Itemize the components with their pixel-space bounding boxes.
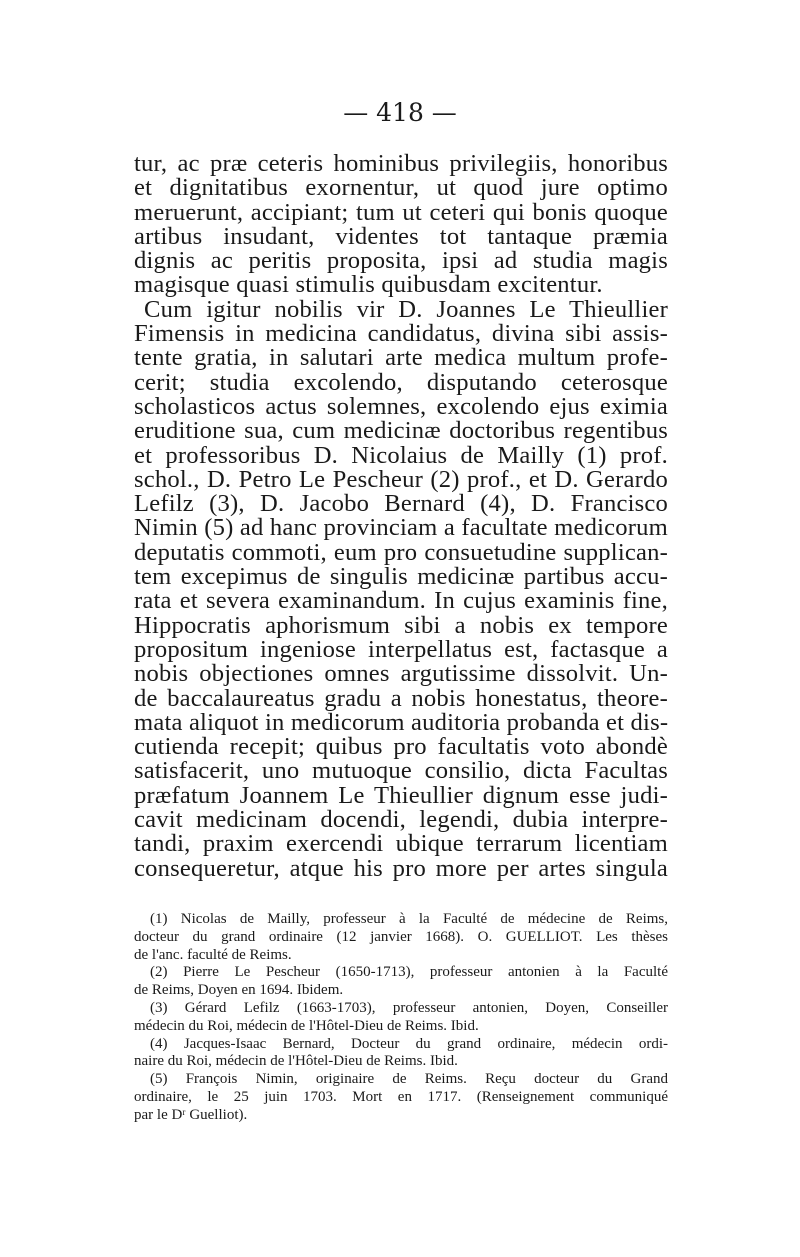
- body-line: meruerunt, accipiant; tum ut ceteri qui bonis quoque: [134, 198, 668, 226]
- footnote-line: de l'anc. faculté de Reims.: [134, 946, 292, 963]
- body-line: Cum igitur nobilis vir D. Joannes Le Thieullier: [144, 295, 668, 323]
- body-line: magisque quasi stimulis quibusdam excitentur.: [134, 271, 603, 299]
- body-line: Nimin (5) ad hanc provinciam a facultate medicorum: [134, 514, 668, 542]
- body-line: scholasticos actus solemnes, excolendo ejus eximia: [134, 392, 668, 420]
- footnote-line: (1) Nicolas de Mailly, professeur à la Faculté de médecine de Reims,: [150, 911, 668, 927]
- footnote-line: (4) Jacques-Isaac Bernard, Docteur du grand ordinaire, médecin ordi-: [150, 1035, 668, 1052]
- body-line: Hippocratis aphorismum sibi a nobis ex tempore: [134, 611, 668, 639]
- body-line: artibus insudant, videntes tot tantaque præmia: [134, 222, 668, 250]
- body-line: et professoribus D. Nicolaius de Mailly (1) prof.: [134, 441, 668, 469]
- body-line: satisfacerit, uno mutuoque consilio, dicta Facultas: [134, 757, 668, 785]
- body-line: tem excepimus de singulis medicinæ partibus accu-: [134, 563, 668, 591]
- body-line: eruditione sua, cum medicinæ doctoribus regentibus: [134, 417, 668, 445]
- body-line: mata aliquot in medicorum auditoria probanda et dis-: [134, 708, 669, 736]
- body-line: dignis ac peritis proposita, ipsi ad studia magis: [134, 247, 668, 275]
- body-line: præfatum Joannem Le Thieullier dignum esse judi-: [134, 781, 668, 809]
- body-line: consequeretur, atque his pro more per artes singula: [134, 854, 668, 882]
- body-line: tandi, praxim exercendi ubique terrarum licentiam: [134, 830, 668, 858]
- footnotes: [134, 911, 668, 1125]
- footnote-line: (2) Pierre Le Pescheur (1650-1713), professeur antonien à la Faculté: [150, 964, 668, 981]
- footnote-line: docteur du grand ordinaire (12 janvier 1668). O. GUELLIOT. Les thèses: [134, 928, 668, 945]
- body-text: [134, 152, 668, 881]
- body-line: tente gratia, in salutari arte medica multum profe-: [134, 344, 668, 372]
- body-line: nobis objectiones omnes argutissime dissolvit. Un-: [134, 660, 668, 688]
- body-line: deputatis commoti, eum pro consuetudine supplican-: [134, 538, 668, 566]
- footnote-line: (5) François Nimin, originaire de Reims. Reçu docteur du Grand: [150, 1071, 668, 1088]
- footnote-line: médecin du Roi, médecin de l'Hôtel-Dieu de Reims. Ibid.: [134, 1017, 479, 1034]
- body-line: Lefilz (3), D. Jacobo Bernard (4), D. Francisco: [134, 490, 668, 518]
- body-line: tur, ac præ ceteris hominibus privilegiis, honoribus: [134, 150, 668, 177]
- body-line: cavit medicinam docendi, legendi, dubia interpre-: [134, 806, 668, 834]
- footnote-line: naire du Roi, médecin de l'Hôtel-Dieu de Reims. Ibid.: [134, 1053, 458, 1070]
- footnote-line: par le Dʳ Guelliot).: [134, 1106, 248, 1123]
- page-number: — 418 —: [343, 98, 457, 127]
- body-line: schol., D. Petro Le Pescheur (2) prof., et D. Gerardo: [134, 465, 668, 493]
- body-line: de baccalaureatus gradu a nobis honestatus, theore-: [134, 684, 668, 712]
- body-line: propositum ingeniose interpellatus est, factasque a: [134, 635, 668, 663]
- footnote-line: de Reims, Doyen en 1694. Ibidem.: [134, 982, 344, 999]
- body-line: Fimensis in medicina candidatus, divina sibi assis-: [134, 320, 668, 348]
- body-line: rata et severa examinandum. In cujus examinis fine,: [134, 587, 668, 615]
- footnote-line: ordinaire, le 25 juin 1703. Mort en 1717. (Renseignement communiqué: [134, 1088, 668, 1105]
- body-line: cerit; studia excolendo, disputando ceterosque: [134, 368, 668, 396]
- body-line: cutienda recepit; quibus pro facultatis voto abondè: [134, 733, 668, 761]
- body-line: et dignitatibus exornentur, ut quod jure optimo: [134, 174, 668, 202]
- footnote-line: (3) Gérard Lefilz (1663-1703), professeur antonien, Doyen, Conseiller: [150, 999, 668, 1016]
